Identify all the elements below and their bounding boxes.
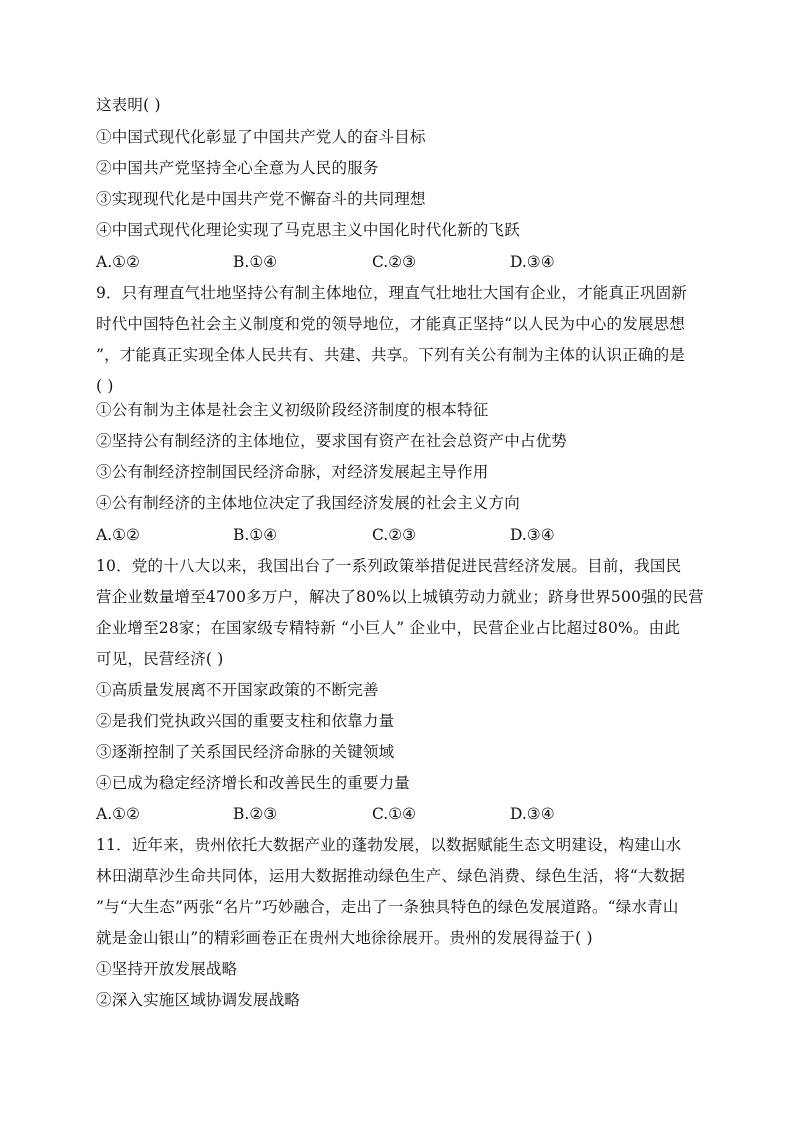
q9-stem-line-2: 时代中国特色社会主义制度和党的领导地位，才能真正坚持“以人民为中心的发展思想 — [96, 315, 686, 333]
q10-statement-4: ④已成为稳定经济增长和改善民生的重要力量 — [96, 774, 411, 792]
q10-statement-2: ②是我们党执政兴国的重要支柱和依靠力量 — [96, 712, 395, 730]
q11-statement-1: ①坚持开放发展战略 — [96, 960, 238, 978]
q10-stem-line-2: 营企业数量增至4700多万户，解决了80%以上城镇劳动力就业；跻身世界500强的民营 — [96, 588, 704, 606]
q9-option-a: A.①② — [96, 526, 140, 544]
q9-option-d: D.③④ — [510, 526, 555, 544]
q11-stem-line-1: 11．近年来，贵州依托大数据产业的蓬勃发展，以数据赋能生态文明建设，构建山水 — [96, 836, 682, 854]
q9-options — [96, 525, 702, 545]
q11-statement-2: ②深入实施区域协调发展战略 — [96, 991, 301, 1009]
q9-stem-line-1: 9．只有理直气壮地坚持公有制主体地位，理直气壮地壮大国有企业，才能真正巩固新 — [96, 284, 687, 302]
q8-option-c: C.②③ — [372, 253, 417, 271]
q8-option-d: D.③④ — [510, 253, 555, 271]
q9-stem-line-3: ”，才能真正实现全体人民共有、共建、共享。下列有关公有制为主体的认识正确的是 — [96, 346, 686, 364]
q9-option-b: B.①④ — [233, 526, 278, 544]
q9-statement-4: ④公有制经济的主体地位决定了我国经济发展的社会主义方向 — [96, 494, 520, 512]
q8-statement-1: ①中国式现代化彰显了中国共产党人的奋斗目标 — [96, 128, 426, 146]
q9-statement-2: ②坚持公有制经济的主体地位，要求国有资产在社会总资产中占优势 — [96, 432, 568, 450]
q8-statement-2: ②中国共产党坚持全心全意为人民的服务 — [96, 159, 379, 177]
q9-option-c: C.②③ — [372, 526, 417, 544]
q10-statement-3: ③逐渐控制了关系国民经济命脉的关键领域 — [96, 743, 395, 761]
q8-options — [96, 252, 702, 272]
q8-statement-3: ③实现现代化是中国共产党不懈奋斗的共同理想 — [96, 190, 426, 208]
q8-statement-4: ④中国式现代化理论实现了马克思主义中国化时代化新的飞跃 — [96, 221, 520, 239]
q9-stem-line-4: ( ) — [96, 377, 114, 395]
q10-options — [96, 804, 702, 824]
q10-stem-line-4: 可见，民营经济( ) — [96, 650, 224, 668]
q11-stem-line-4: 就是金山银山”的精彩画卷正在贵州大地徐徐展开。贵州的发展得益于( ) — [96, 929, 593, 947]
q10-option-b: B.②③ — [233, 805, 278, 823]
q9-statement-1: ①公有制为主体是社会主义初级阶段经济制度的根本特征 — [96, 401, 489, 419]
q10-option-c: C.①④ — [372, 805, 417, 823]
q10-option-d: D.③④ — [510, 805, 555, 823]
q11-stem-line-2: 林田湖草沙生命共同体，运用大数据推动绿色生产、绿色消费、绿色生活，将“大数据 — [96, 867, 686, 885]
q8-stem-end: 这表明( ) — [96, 96, 161, 114]
q8-option-a: A.①② — [96, 253, 140, 271]
q10-stem-line-3: 企业增至28家；在国家级专精特新 “小巨人” 企业中，民营企业占比超过80%。由此 — [96, 619, 681, 637]
q11-stem-line-3: ”与“大生态”两张“名片”巧妙融合，走出了一条独具特色的绿色发展道路。“绿水青山 — [96, 898, 679, 916]
q10-option-a: A.①② — [96, 805, 140, 823]
q8-option-b: B.①④ — [233, 253, 278, 271]
q10-stem-line-1: 10．党的十八大以来，我国出台了一系列政策举措促进民营经济发展。目前，我国民 — [96, 557, 682, 575]
q10-statement-1: ①高质量发展离不开国家政策的不断完善 — [96, 681, 379, 699]
q9-statement-3: ③公有制经济控制国民经济命脉，对经济发展起主导作用 — [96, 463, 489, 481]
